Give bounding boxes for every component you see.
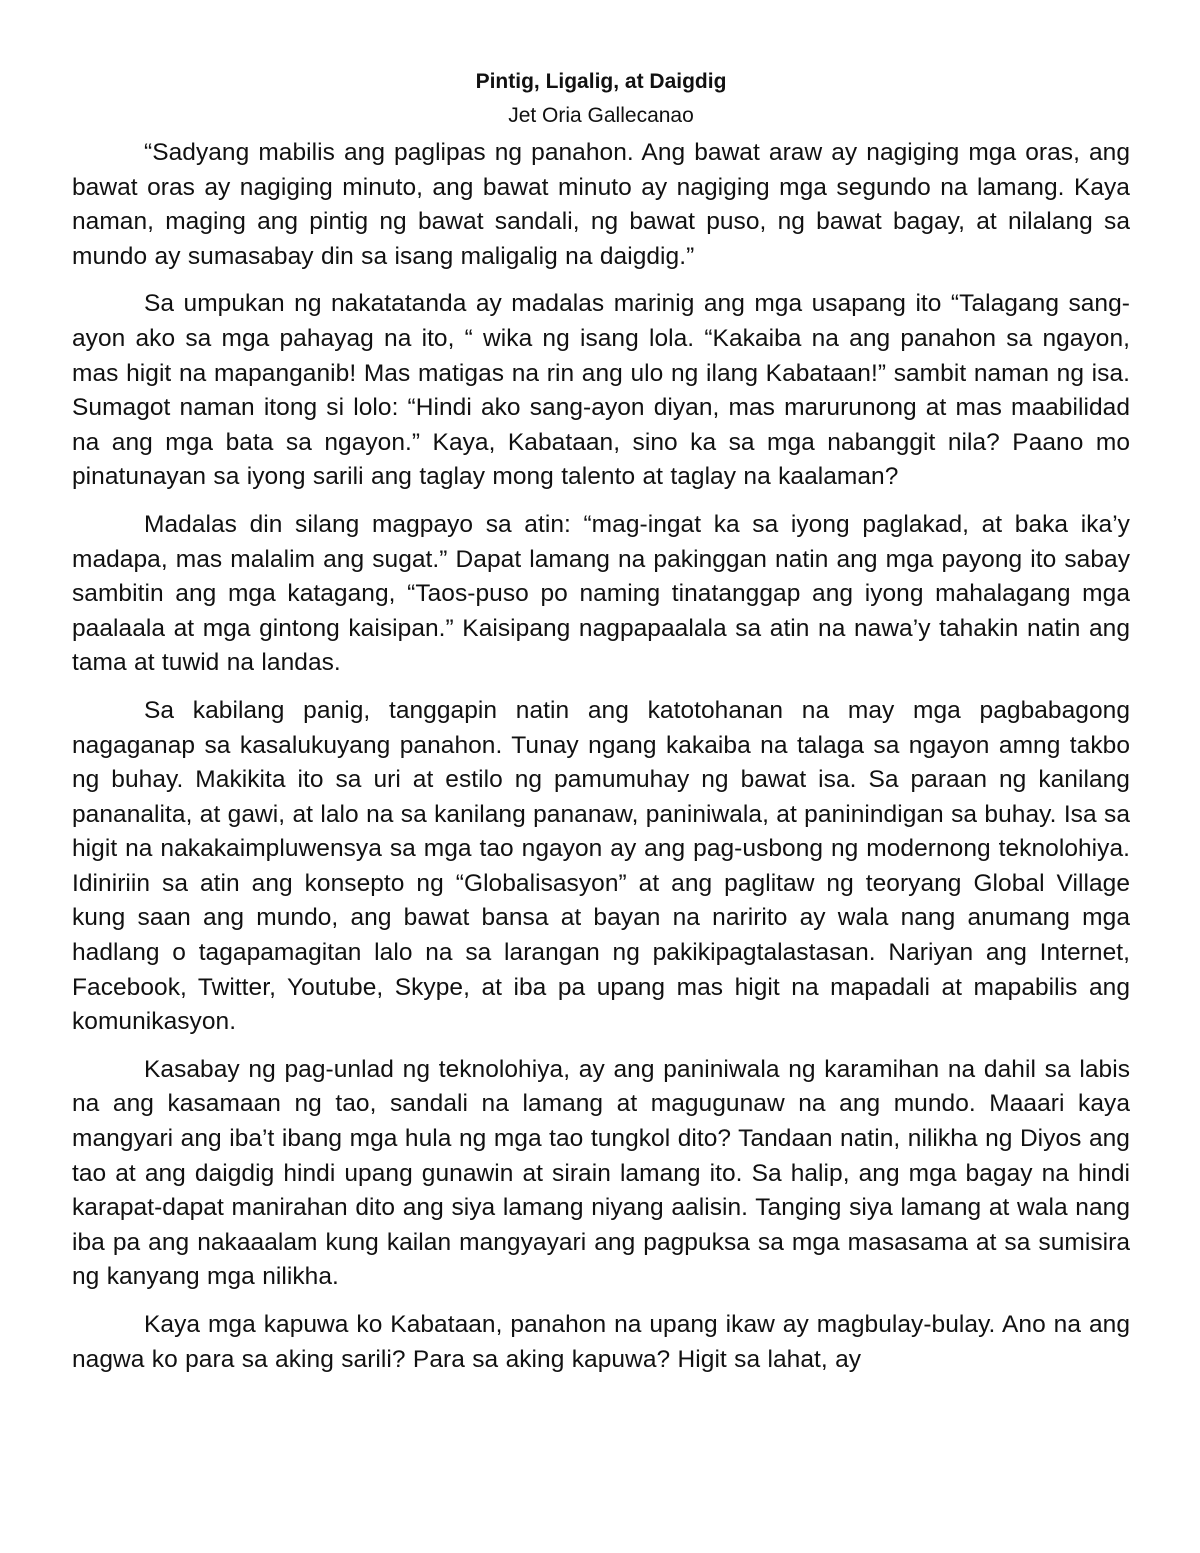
document-author: Jet Oria Gallecanao — [508, 104, 694, 127]
paragraph-1: “Sadyang mabilis ang paglipas ng panahon. Ang bawat araw ay nagiging mga oras, ang bawat oras ay nagiging minuto, ang bawat minuto ay nagiging mga segundo na lamang. Kaya naman, maging ang pintig ng bawat sandali, ng bawat puso, ng bawat bagay, at nilalang sa mundo ay sumasabay din sa isang maligalig na daigdig.” — [72, 139, 1130, 270]
paragraph-6: Kaya mga kapuwa ko Kabataan, panahon na upang ikaw ay magbulay-bulay. Ano na ang nagwa ko para sa aking sarili? Para sa aking kapuwa? Higit sa lahat, ay — [72, 1311, 1130, 1373]
document-page — [72, 68, 1130, 1377]
paragraph-4: Sa kabilang panig, tanggapin natin ang katotohanan na may mga pagbabagong nagaganap sa kasalukuyang panahon. Tunay ngang kakaiba na talaga sa ngayon amng takbo ng buhay. Makikita ito sa uri at estilo ng pamumuhay ng bawat isa. Sa paraan ng kanilang pananalita, at gawi, at lalo na sa kanilang pananaw, paniniwala, at paninindigan sa buhay. Isa sa higit na nakakaimpluwensya sa mga tao ngayon ay ang pag-usbong ng modernong teknolohiya. Idiniriin sa atin ang konsepto ng “Globalisasyon” at ang paglitaw ng teoryang Global Village kung saan ang mundo, ang bawat bansa at bayan na naririto ay wala nang anumang mga hadlang o tagapamagitan lalo na sa larangan ng pakikipagtalastasan. Nariyan ang Internet, Facebook, Twitter, Youtube, Skype, at iba pa upang mas higit na mapadali at mapabilis ang komunikasyon. — [72, 696, 1130, 1036]
document-title: Pintig, Ligalig, at Daigdig — [475, 70, 727, 93]
paragraph-5: Kasabay ng pag-unlad ng teknolohiya, ay ang paniniwala ng karamihan na dahil sa labis na ang kasamaan ng tao, sandali na lamang at magugunaw na ang mundo. Maaari kaya mangyari ang iba’t ibang mga hula ng mga tao tungkol dito? Tandaan natin, nilikha ng Diyos ang tao at ang daigdig hindi upang gunawin at sirain lamang ito. Sa halip, ang mga bagay na hindi karapat-dapat manirahan dito ang siya lamang niyang aalisin. Tanging siya lamang at wala nang iba pa ang nakaaalam kung kailan mangyayari ang pagpuksa sa mga masasama at sa sumisira ng kanyang mga nilikha. — [72, 1055, 1130, 1291]
paragraph-3: Madalas din silang magpayo sa atin: “mag-ingat ka sa iyong paglakad, at baka ika’y madapa, mas malalim ang sugat.” Dapat lamang na pakinggan natin ang mga payong ito sabay sambitin ang mga katagang, “Taos-puso po naming tinatanggap ang iyong mahalagang mga paalaala at mga gintong kaisipan.” Kaisipang nagpapaalala sa atin na nawa’y tahakin natin ang tama at tuwid na landas. — [72, 510, 1130, 677]
paragraph-2: Sa umpukan ng nakatatanda ay madalas marinig ang mga usapang ito “Talagang sang-ayon ako sa mga pahayag na ito, “ wika ng isang lola. “Kakaiba na ang panahon sa ngayon, mas higit na mapanganib! Mas matigas na rin ang ulo ng ilang Kabataan!” sambit naman ng isa. Sumagot naman itong si lolo: “Hindi ako sang-ayon diyan, mas marurunong at mas maabilidad na ang mga bata sa ngayon.” Kaya, Kabataan, sino ka sa mga nabanggit nila? Paano mo pinatunayan sa iyong sarili ang taglay mong talento at taglay na kaalaman? — [72, 290, 1130, 491]
